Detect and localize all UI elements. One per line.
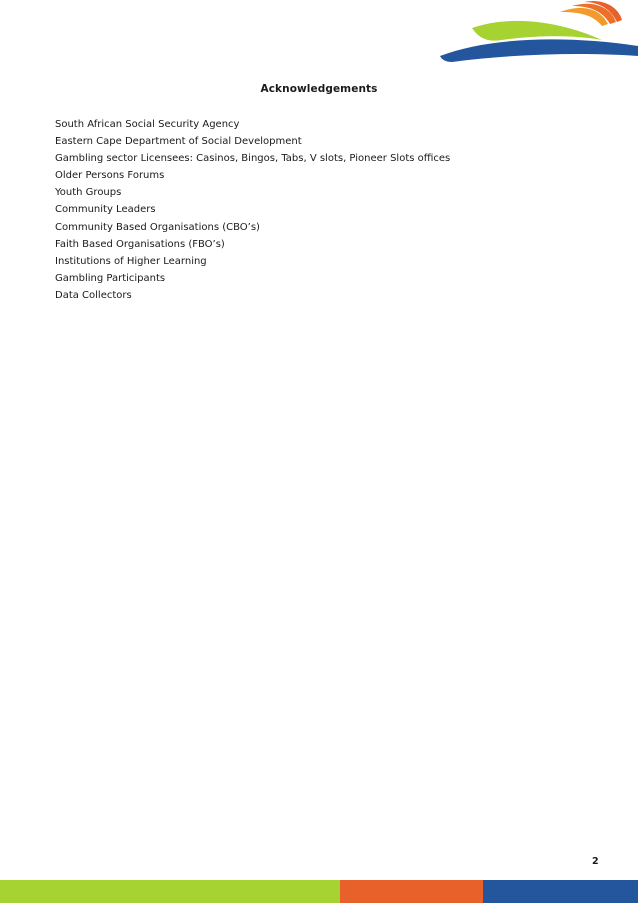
list-item: Youth Groups [55,187,122,199]
footer-segment-orange [340,880,483,903]
list-item: Community Leaders [55,204,156,216]
list-item: Eastern Cape Department of Social Development [55,136,302,148]
list-item: Faith Based Organisations (FBO’s) [55,238,225,250]
list-item: Gambling sector Licensees: Casinos, Bingos, Tabs, V slots, Pioneer Slots offices [55,153,451,165]
list-item: Institutions of Higher Learning [55,255,207,267]
list-item: Gambling Participants [55,272,166,284]
page-title: Acknowledgements [260,83,378,95]
list-item: Community Based Organisations (CBO’s) [55,221,260,233]
footer-color-bar [0,880,638,903]
swoosh-logo-icon [432,0,638,70]
footer-segment-blue [483,880,638,903]
acknowledgements-list [55,116,450,304]
list-item: Data Collectors [55,289,132,301]
footer-segment-green [0,880,340,903]
page-number: 2 [592,856,599,867]
list-item: South African Social Security Agency [55,119,240,130]
list-item: Older Persons Forums [55,170,165,182]
